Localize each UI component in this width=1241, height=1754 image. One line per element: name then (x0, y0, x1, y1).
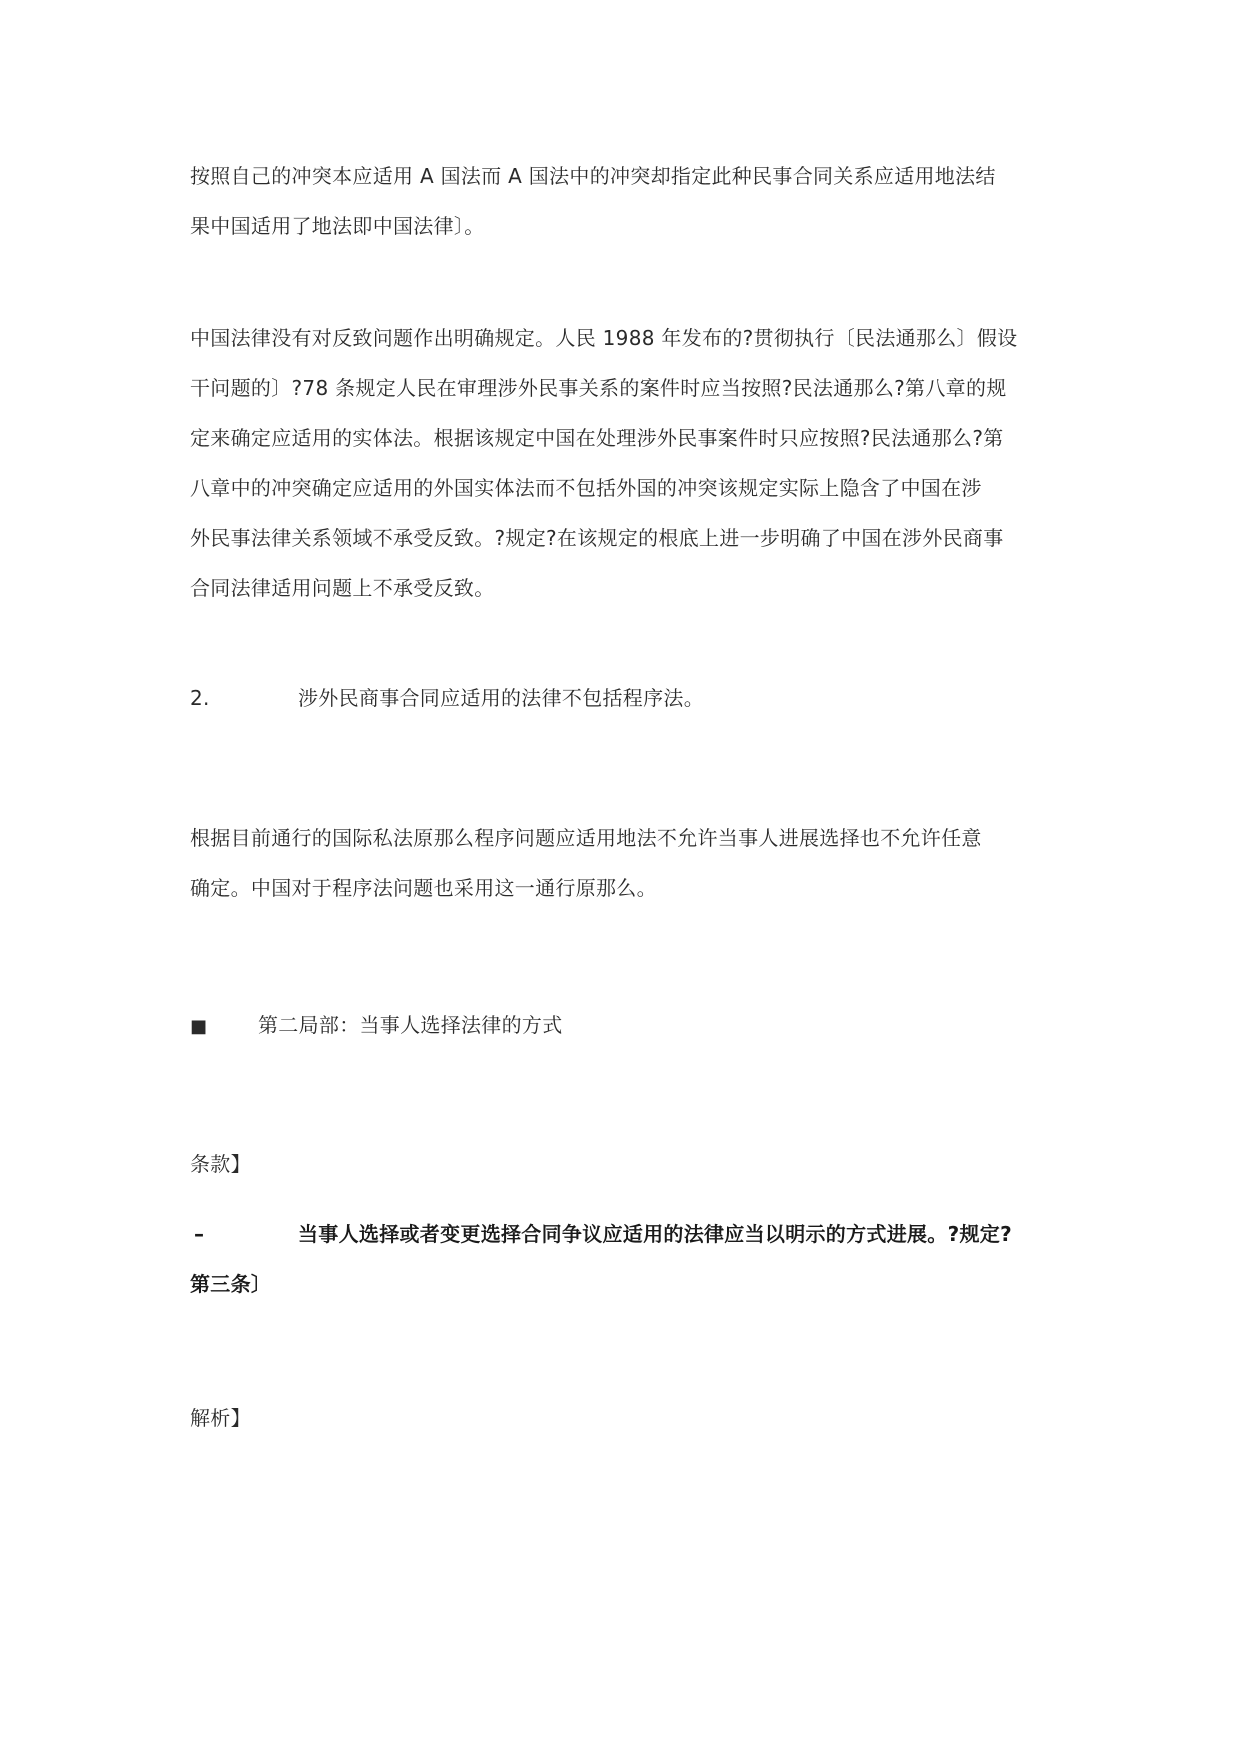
clause-text (190, 1209, 1070, 1309)
paragraph-line: 八章中的冲突确定应适用的外国实体法而不包括外国的冲突该规定实际上隐含了中国在涉 (190, 476, 982, 500)
dash-bullet-icon: – (194, 1222, 205, 1246)
paragraph-line: 外民事法律关系领域不承受反致。?规定?在该规定的根底上进一步明确了中国在涉外民商事 (190, 526, 1004, 550)
section-heading (190, 1000, 1070, 1052)
clause-line (190, 1209, 1070, 1259)
paragraph-line: 根据目前通行的国际私法原那么程序问题应适用地法不允许当事人进展选择也不允许任意 (190, 826, 982, 850)
paragraph-line: 果中国适用了地法即中国法律〕。 (190, 214, 485, 238)
paragraph-line: 干问题的〕?78 条规定人民在审理涉外民事关系的案件时应当按照?民法通那么?第八章的规 (190, 376, 1007, 400)
item-number: 2. (190, 686, 210, 710)
paragraph-line: 定来确定应适用的实体法。根据该规定中国在处理涉外民事案件时只应按照?民法通那么?第 (190, 426, 1004, 450)
numbered-item-2 (190, 673, 1070, 723)
clause-label: 条款】 (190, 1152, 251, 1176)
paragraph-line: 中国法律没有对反致问题作出明确规定。人民 1988 年发布的?贯彻执行〔民法通那么〕假设 (190, 326, 1018, 350)
clause-line-text: 当事人选择或者变更选择合同争议应适用的法律应当以明示的方式进展。?规定? (298, 1222, 1013, 1246)
square-bullet-icon: ■ (190, 1016, 208, 1037)
paragraph-line: 确定。中国对于程序法问题也采用这一通行原那么。 (190, 876, 657, 900)
paragraph-procedural-law (190, 813, 1070, 913)
analysis-label: 解析】 (190, 1406, 251, 1430)
paragraph-line: 按照自己的冲突本应适用 A 国法而 A 国法中的冲突却指定此种民事合同关系应适用地法结 (190, 164, 996, 188)
section-title: 第二局部：当事人选择法律的方式 (258, 1013, 563, 1037)
paragraph-line: 合同法律适用问题上不承受反致。 (190, 576, 495, 600)
paragraph-renvoi-example (190, 151, 1070, 251)
paragraph-chinese-law-renvoi (190, 313, 1070, 613)
item-text: 涉外民商事合同应适用的法律不包括程序法。 (298, 686, 704, 710)
clause-line: 第三条〕 (190, 1272, 272, 1296)
